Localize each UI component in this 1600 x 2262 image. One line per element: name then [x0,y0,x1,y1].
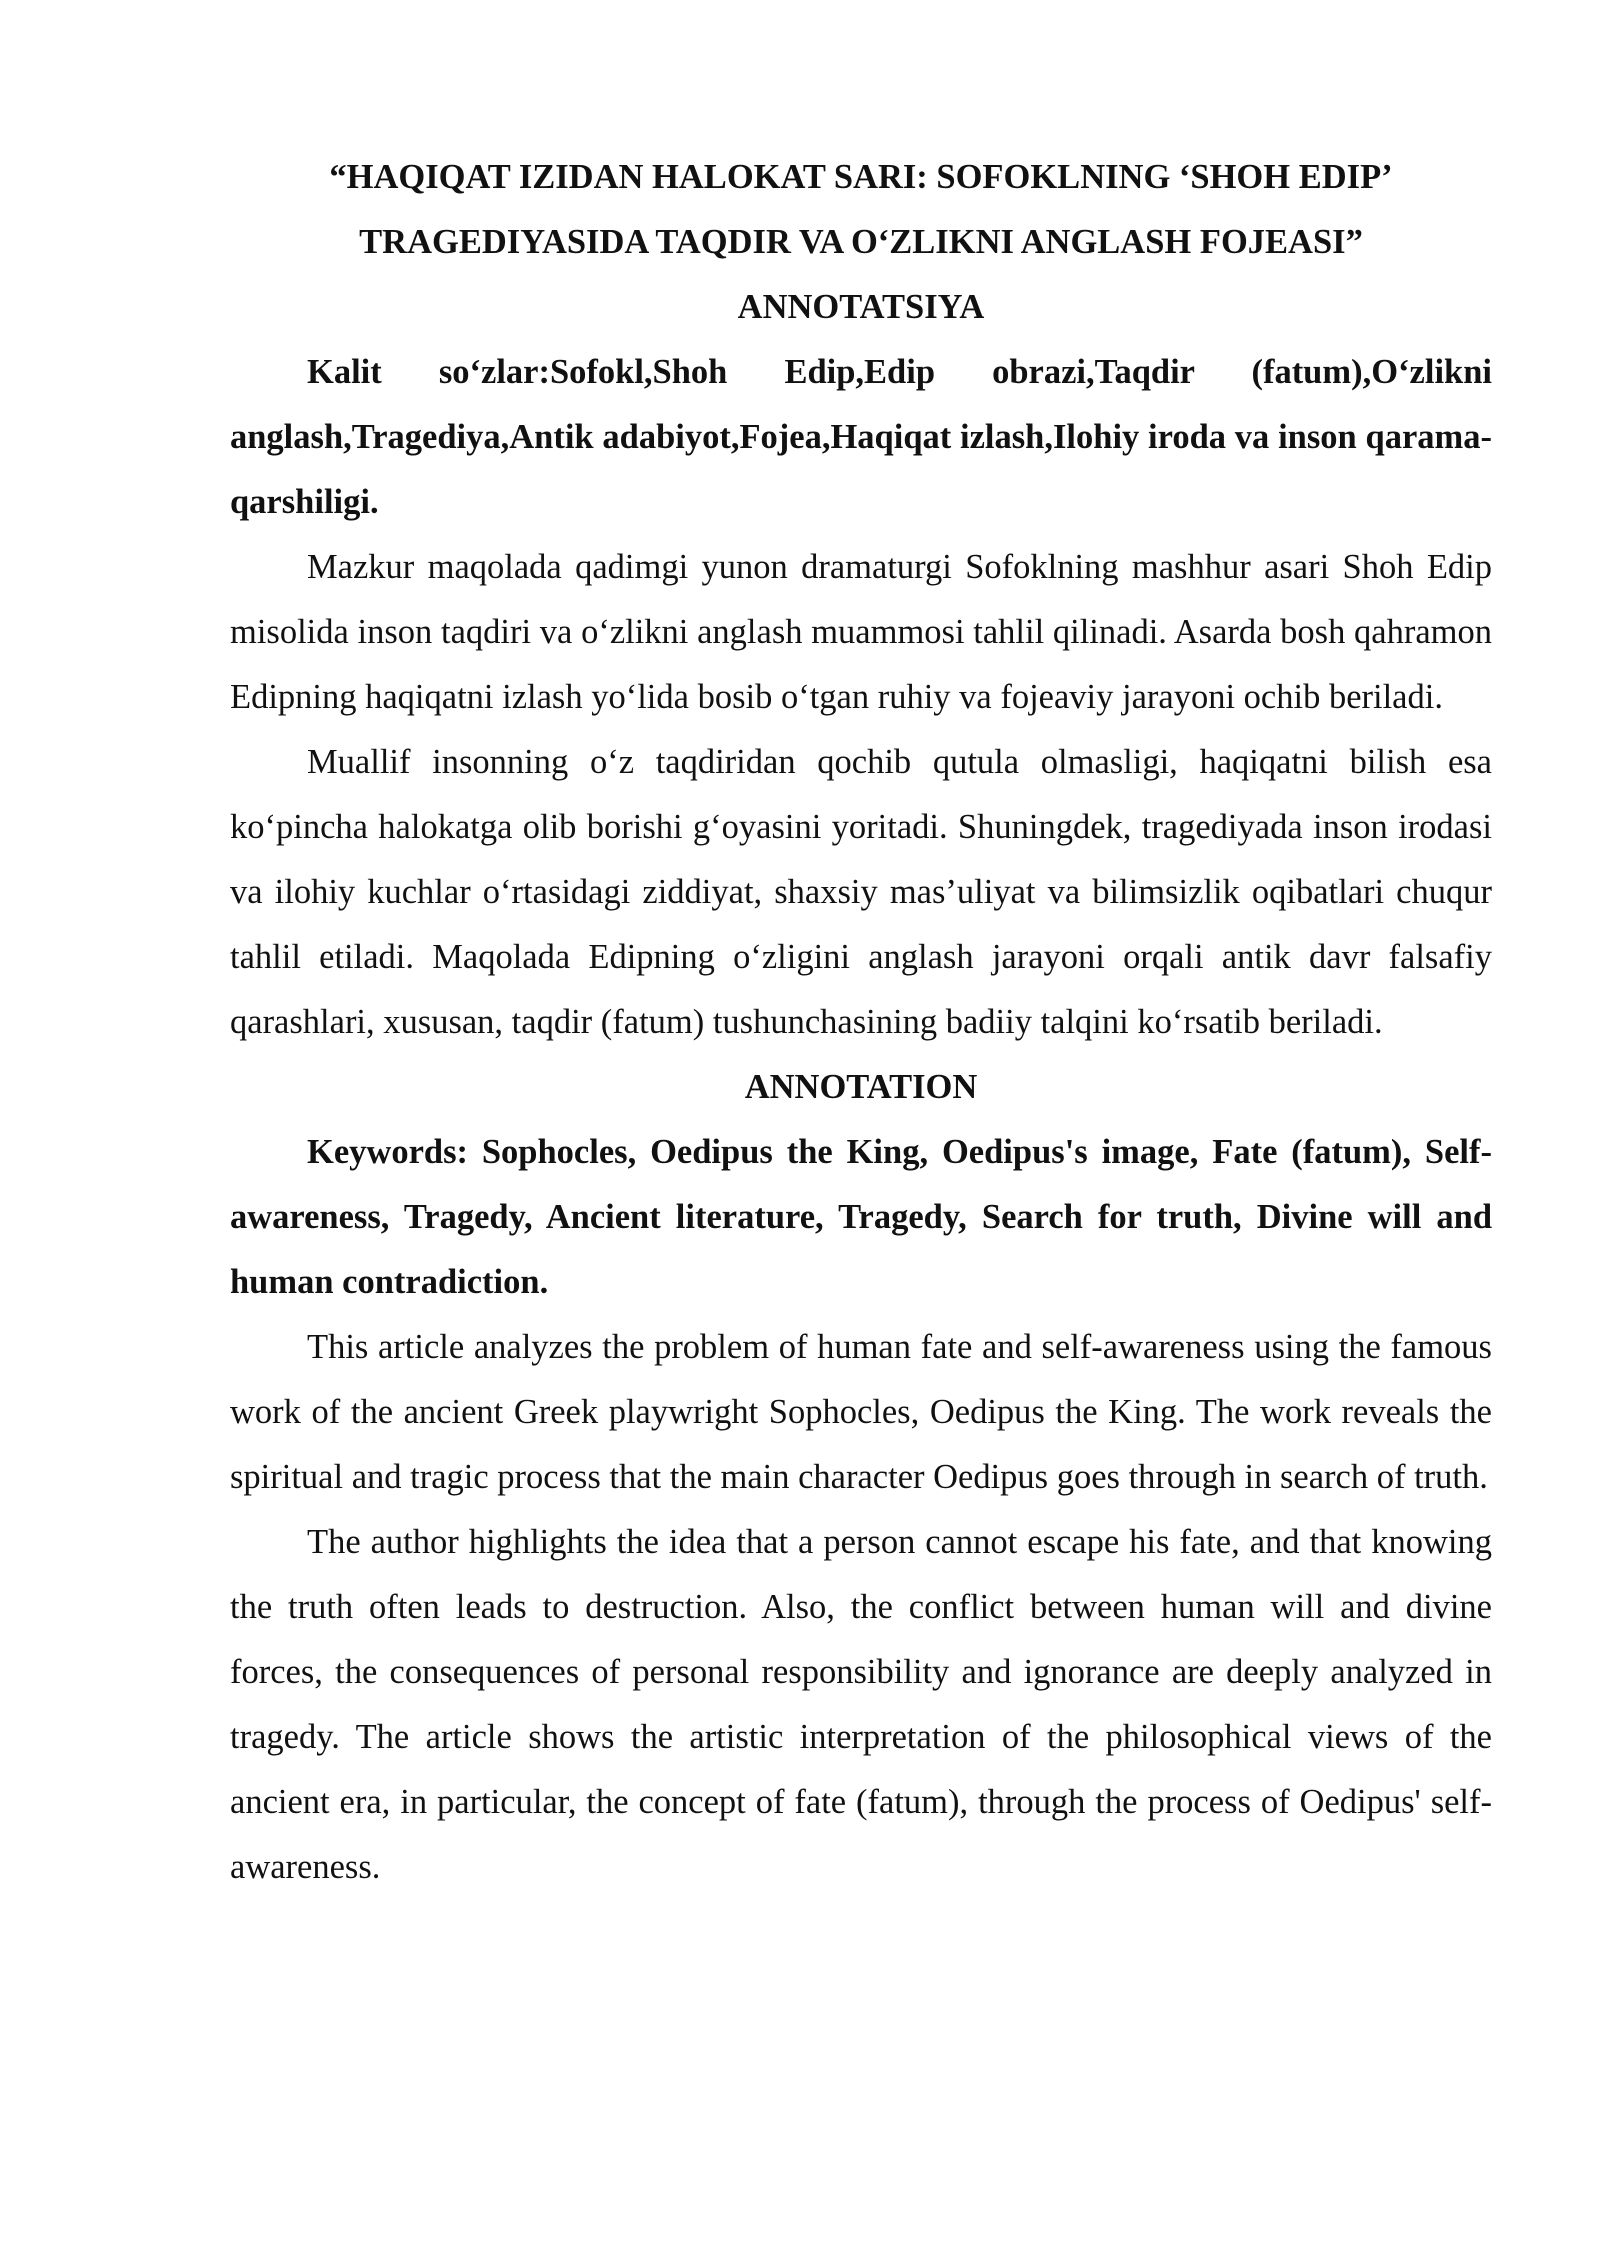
article-title-line-2: TRAGEDIYASIDA TAQDIR VA O‘ZLIKNI ANGLASH FOJEASI” [359,223,1363,261]
article-title-line-1: “HAQIQAT IZIDAN HALOKAT SARI: SOFOKLNING ‘SHOH EDIP’ [329,158,1393,196]
en-paragraph-2: The author highlights the idea that a person cannot escape his fate, and that knowing the truth often leads to destruction. Also, the conflict between human will and divine forces, the consequences of personal responsibility and ignorance are deeply analyzed in tragedy. The article shows the artistic interpretation of the philosophical views of the ancient era, in particular, the concept of fate (fatum), through the process of Oedipus' self-awareness. [230,1523,1492,1886]
en-annotation-heading: ANNOTATION [744,1068,978,1106]
en-keywords: Keywords: Sophocles, Oedipus the King, Oedipus's image, Fate (fatum), Self-awareness, Tragedy, Ancient literature, Tragedy, Search for truth, Divine will and human contradiction. [230,1133,1492,1301]
uz-keywords: Kalit so‘zlar:Sofokl,Shoh Edip,Edip obrazi,Taqdir (fatum),O‘zlikni anglash,Tragediya,Antik adabiyot,Fojea,Haqiqat izlash,Ilohiy iroda va inson qarama-qarshiligi. [230,353,1492,521]
uz-annotation-heading: ANNOTATSIYA [737,288,985,326]
uz-paragraph-2: Muallif insonning o‘z taqdiridan qochib qutula olmasligi, haqiqatni bilish esa ko‘pincha halokatga olib borishi g‘oyasini yoritadi. Shuningdek, tragediyada inson irodasi va ilohiy kuchlar o‘rtasidagi ziddiyat, shaxsiy mas’uliyat va bilimsizlik oqibatlari chuqur tahlil etiladi. Maqolada Edipning o‘zligini anglash jarayoni orqali antik davr falsafiy qarashlari, xususan, taqdir (fatum) tushunchasining badiiy talqini ko‘rsatib beriladi. [230,743,1492,1041]
en-paragraph-1: This article analyzes the problem of human fate and self-awareness using the famous work of the ancient Greek playwright Sophocles, Oedipus the King. The work reveals the spiritual and tragic process that the main character Oedipus goes through in search of truth. [230,1328,1492,1496]
document-page [230,145,1492,1900]
uz-paragraph-1: Mazkur maqolada qadimgi yunon dramaturgi Sofoklning mashhur asari Shoh Edip misolida inson taqdiri va o‘zlikni anglash muammosi tahlil qilinadi. Asarda bosh qahramon Edipning haqiqatni izlash yo‘lida bosib o‘tgan ruhiy va fojeaviy jarayoni ochib beriladi. [230,548,1492,716]
